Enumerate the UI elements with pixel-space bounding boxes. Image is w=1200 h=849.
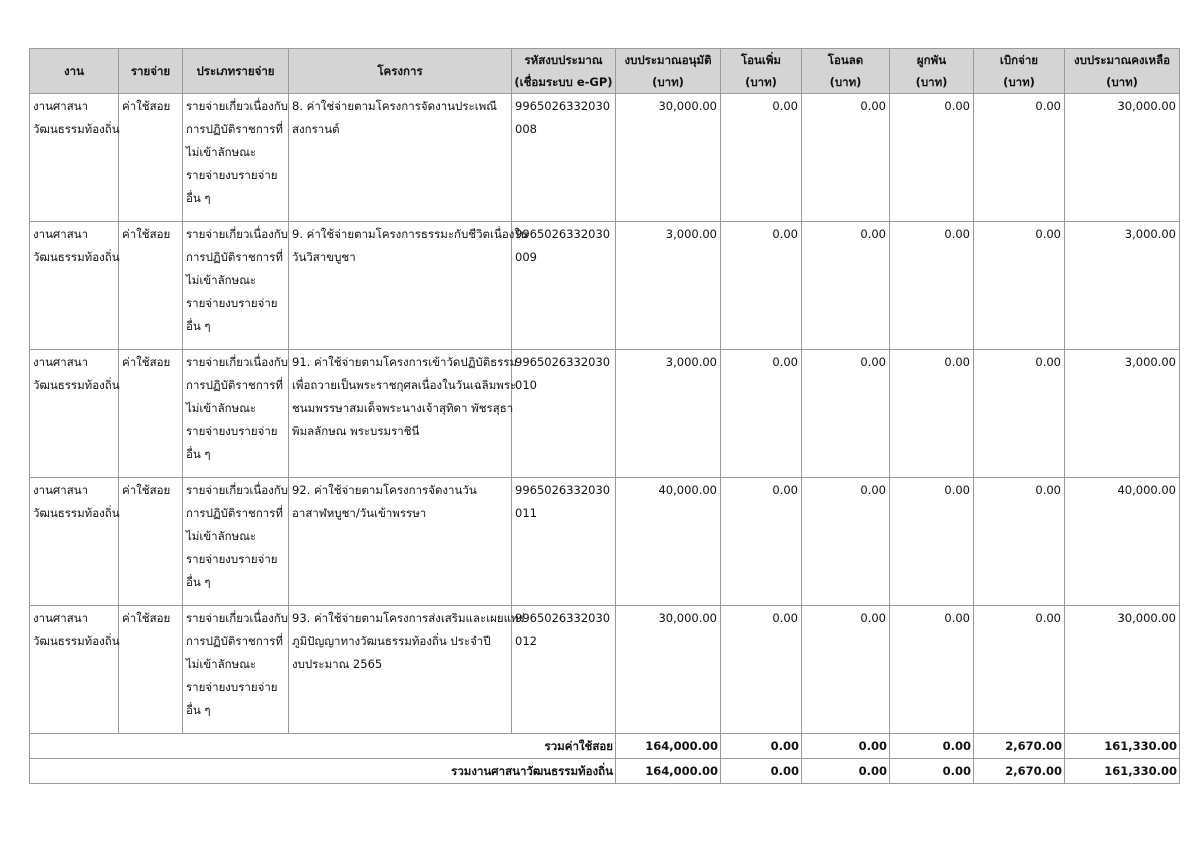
cell-work: งานศาสนา วัฒนธรรมท้องถิ่น — [30, 94, 119, 222]
subtotal-label: รวมค่าใช้สอย — [30, 734, 616, 759]
header-expense-type: ประเภทรายจ่าย — [183, 49, 289, 94]
cell-committed: 0.00 — [890, 94, 974, 222]
cell-remaining: 30,000.00 — [1065, 606, 1180, 734]
header-disbursed: เบิกจ่าย (บาท) — [974, 49, 1065, 94]
cell-transfer-out: 0.00 — [802, 94, 890, 222]
subtotal-approved: 164,000.00 — [616, 734, 721, 759]
header-transfer-out: โอนลด (บาท) — [802, 49, 890, 94]
cell-project: 92. ค่าใช้จ่ายตามโครงการจัดงานวัน อาสาฬหบูชา/วันเข้าพรรษา — [289, 478, 512, 606]
header-budget-code: รหัสงบประมาณ (เชื่อมระบบ e-GP) — [512, 49, 616, 94]
cell-transfer-in: 0.00 — [721, 350, 802, 478]
cell-expense: ค่าใช้สอย — [119, 222, 183, 350]
cell-approved: 3,000.00 — [616, 222, 721, 350]
cell-committed: 0.00 — [890, 606, 974, 734]
cell-disbursed: 0.00 — [974, 94, 1065, 222]
cell-approved: 3,000.00 — [616, 350, 721, 478]
header-project: โครงการ — [289, 49, 512, 94]
cell-transfer-out: 0.00 — [802, 478, 890, 606]
cell-work: งานศาสนา วัฒนธรรมท้องถิ่น — [30, 606, 119, 734]
cell-approved: 30,000.00 — [616, 606, 721, 734]
subtotal-disbursed: 2,670.00 — [974, 734, 1065, 759]
cell-remaining: 3,000.00 — [1065, 222, 1180, 350]
header-committed: ผูกพัน (บาท) — [890, 49, 974, 94]
subtotal-remaining: 161,330.00 — [1065, 734, 1180, 759]
cell-expense-type: รายจ่ายเกี่ยวเนื่องกับ การปฏิบัติราชการที่ ไม่เข้าลักษณะ รายจ่ายงบรายจ่าย อื่น ๆ — [183, 350, 289, 478]
cell-disbursed: 0.00 — [974, 350, 1065, 478]
total-committed: 0.00 — [890, 759, 974, 784]
cell-committed: 0.00 — [890, 350, 974, 478]
header-approved: งบประมาณอนุมัติ (บาท) — [616, 49, 721, 94]
cell-work: งานศาสนา วัฒนธรรมท้องถิ่น — [30, 478, 119, 606]
cell-disbursed: 0.00 — [974, 606, 1065, 734]
table-row — [30, 94, 1180, 222]
cell-transfer-in: 0.00 — [721, 94, 802, 222]
table-row — [30, 222, 1180, 350]
cell-transfer-in: 0.00 — [721, 606, 802, 734]
cell-work: งานศาสนา วัฒนธรรมท้องถิ่น — [30, 222, 119, 350]
cell-remaining: 3,000.00 — [1065, 350, 1180, 478]
table-row — [30, 606, 1180, 734]
cell-disbursed: 0.00 — [974, 222, 1065, 350]
cell-remaining: 30,000.00 — [1065, 94, 1180, 222]
total-label: รวมงานศาสนาวัฒนธรรมท้องถิ่น — [30, 759, 616, 784]
total-approved: 164,000.00 — [616, 759, 721, 784]
cell-committed: 0.00 — [890, 222, 974, 350]
total-remaining: 161,330.00 — [1065, 759, 1180, 784]
cell-disbursed: 0.00 — [974, 478, 1065, 606]
cell-project: 8. ค่าใช่จ่ายตามโครงการจัดงานประเพณี สงกรานต์ — [289, 94, 512, 222]
cell-budget-code: 9965026332030011 — [512, 478, 616, 606]
cell-project: 93. ค่าใช้จ่ายตามโครงการส่งเสริมและเผยแพร่ ภูมิปัญญาทางวัฒนธรรมท้องถิ่น ประจำปี งบประมาณ 2565 — [289, 606, 512, 734]
header-transfer-in: โอนเพิ่ม (บาท) — [721, 49, 802, 94]
header-row — [30, 49, 1180, 94]
cell-transfer-out: 0.00 — [802, 222, 890, 350]
cell-expense: ค่าใช้สอย — [119, 606, 183, 734]
table-row — [30, 350, 1180, 478]
cell-expense-type: รายจ่ายเกี่ยวเนื่องกับ การปฏิบัติราชการที่ ไม่เข้าลักษณะ รายจ่ายงบรายจ่าย อื่น ๆ — [183, 222, 289, 350]
total-transfer-in: 0.00 — [721, 759, 802, 784]
cell-transfer-in: 0.00 — [721, 222, 802, 350]
cell-transfer-in: 0.00 — [721, 478, 802, 606]
total-disbursed: 2,670.00 — [974, 759, 1065, 784]
cell-budget-code: 9965026332030009 — [512, 222, 616, 350]
cell-approved: 30,000.00 — [616, 94, 721, 222]
cell-work: งานศาสนา วัฒนธรรมท้องถิ่น — [30, 350, 119, 478]
total-transfer-out: 0.00 — [802, 759, 890, 784]
cell-expense: ค่าใช้สอย — [119, 350, 183, 478]
cell-budget-code: 9965026332030012 — [512, 606, 616, 734]
cell-approved: 40,000.00 — [616, 478, 721, 606]
cell-budget-code: 9965026332030008 — [512, 94, 616, 222]
subtotal-row — [30, 734, 1180, 759]
header-remaining: งบประมาณคงเหลือ (บาท) — [1065, 49, 1180, 94]
cell-expense: ค่าใช้สอย — [119, 478, 183, 606]
cell-budget-code: 9965026332030010 — [512, 350, 616, 478]
cell-expense-type: รายจ่ายเกี่ยวเนื่องกับ การปฏิบัติราชการที่ ไม่เข้าลักษณะ รายจ่ายงบรายจ่าย อื่น ๆ — [183, 478, 289, 606]
cell-transfer-out: 0.00 — [802, 350, 890, 478]
cell-project: 91. ค่าใช้จ่ายตามโครงการเข้าวัดปฏิบัติธรรม เพื่อถวายเป็นพระราชกุศลเนื่องในวันเฉลิมพระ ชนมพรรษาสมเด็จพระนางเจ้าสุทิดา พัชรสุธา พิมลลักษณ พระบรมราชินี — [289, 350, 512, 478]
header-work: งาน — [30, 49, 119, 94]
subtotal-committed: 0.00 — [890, 734, 974, 759]
budget-table — [29, 48, 1180, 784]
cell-expense-type: รายจ่ายเกี่ยวเนื่องกับ การปฏิบัติราชการที่ ไม่เข้าลักษณะ รายจ่ายงบรายจ่าย อื่น ๆ — [183, 94, 289, 222]
total-row — [30, 759, 1180, 784]
header-expense: รายจ่าย — [119, 49, 183, 94]
cell-transfer-out: 0.00 — [802, 606, 890, 734]
subtotal-transfer-out: 0.00 — [802, 734, 890, 759]
subtotal-transfer-in: 0.00 — [721, 734, 802, 759]
cell-expense: ค่าใช้สอย — [119, 94, 183, 222]
cell-committed: 0.00 — [890, 478, 974, 606]
cell-remaining: 40,000.00 — [1065, 478, 1180, 606]
cell-project: 9. ค่าใช้จ่ายตามโครงการธรรมะกับชีวิตเนื่องใน วันวิสาขบูชา — [289, 222, 512, 350]
table-row — [30, 478, 1180, 606]
cell-expense-type: รายจ่ายเกี่ยวเนื่องกับ การปฏิบัติราชการที่ ไม่เข้าลักษณะ รายจ่ายงบรายจ่าย อื่น ๆ — [183, 606, 289, 734]
